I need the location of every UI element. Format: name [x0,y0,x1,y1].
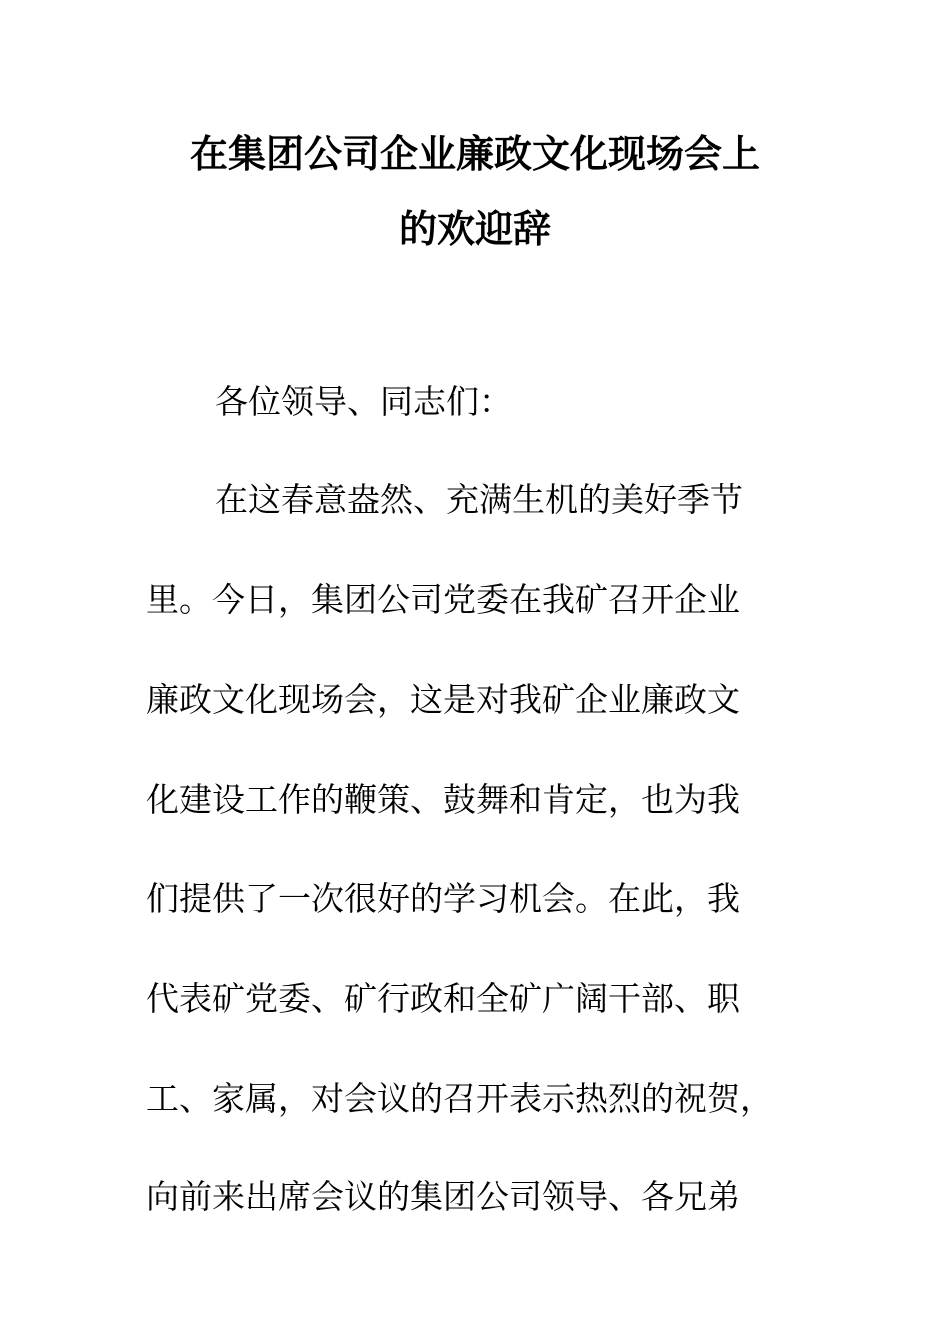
body-line-7: 工、家属，对会议的召开表示热烈的祝贺， [146,1079,773,1118]
document-title-line-1: 在集团公司企业廉政文化现场会上 [189,132,760,176]
body-line-5: 们提供了一次很好的学习机会。在此，我 [146,879,740,918]
body-line-8: 向前来出席会议的集团公司领导、各兄弟 [146,1177,740,1216]
body-line-1: 在这春意盎然、充满生机的美好季节 [215,480,743,519]
body-line-4: 化建设工作的鞭策、鼓舞和肯定，也为我 [146,780,740,819]
body-line-2: 里。今日，集团公司党委在我矿召开企业 [146,580,740,619]
document-title-line-2: 的欢迎辞 [398,207,551,251]
salutation: 各位领导、同志们： [215,382,512,421]
body-line-3: 廉政文化现场会，这是对我矿企业廉政文 [146,680,740,719]
body-line-6: 代表矿党委、矿行政和全矿广阔干部、职 [146,979,740,1018]
